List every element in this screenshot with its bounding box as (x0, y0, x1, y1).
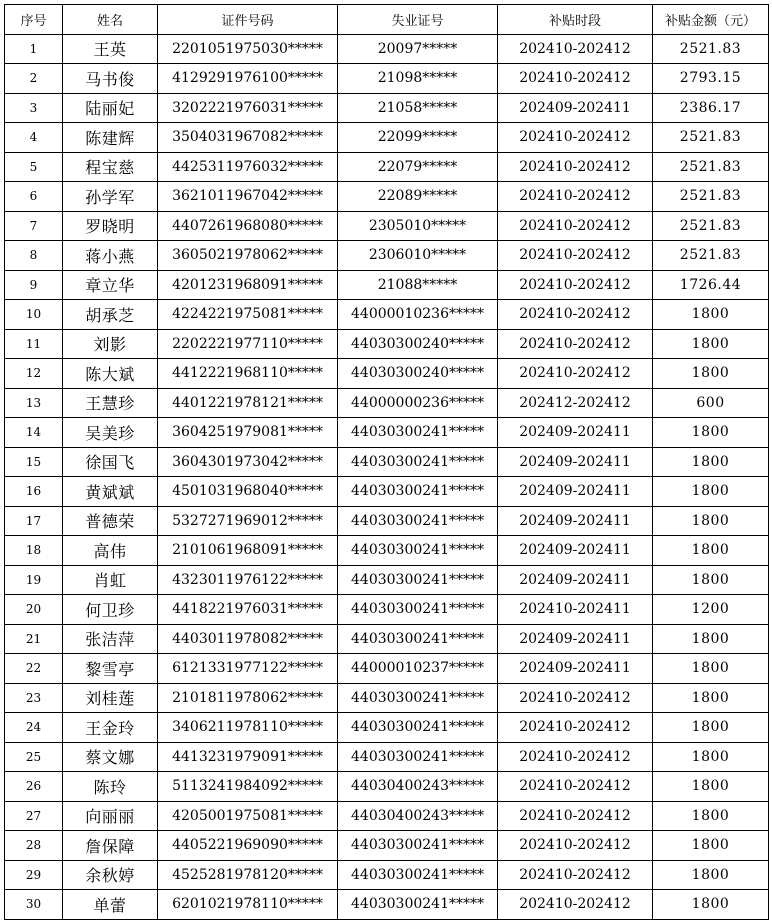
table-row (5, 211, 769, 241)
row-index: 10 (5, 300, 63, 330)
id-number: 3202221976031***** (158, 93, 338, 123)
unemployment-cert-number: 2306010***** (338, 241, 498, 271)
subsidy-amount: 1800 (653, 624, 769, 654)
person-name: 罗晓明 (63, 211, 158, 241)
id-number: 4403011978082***** (158, 624, 338, 654)
table-row (5, 506, 769, 536)
subsidy-period: 202410-202412 (498, 123, 653, 153)
unemployment-cert-number: 44030300241***** (338, 477, 498, 507)
subsidy-table (4, 4, 769, 920)
table-row (5, 182, 769, 212)
subsidy-amount: 1800 (653, 683, 769, 713)
unemployment-cert-number: 22099***** (338, 123, 498, 153)
id-number: 4425311976032***** (158, 152, 338, 182)
table-row (5, 359, 769, 389)
table-row (5, 93, 769, 123)
subsidy-amount: 1800 (653, 418, 769, 448)
table-row (5, 329, 769, 359)
person-name: 胡承芝 (63, 300, 158, 330)
person-name: 余秋婷 (63, 860, 158, 890)
row-index: 2 (5, 64, 63, 94)
person-name: 陆丽妃 (63, 93, 158, 123)
id-number: 3504031967082***** (158, 123, 338, 153)
subsidy-amount: 1800 (653, 359, 769, 389)
person-name: 高伟 (63, 536, 158, 566)
table-row (5, 683, 769, 713)
subsidy-period: 202410-202412 (498, 359, 653, 389)
person-name: 何卫珍 (63, 595, 158, 625)
table-header (5, 5, 769, 35)
person-name: 徐国飞 (63, 447, 158, 477)
row-index: 21 (5, 624, 63, 654)
person-name: 刘影 (63, 329, 158, 359)
id-number: 5327271969012***** (158, 506, 338, 536)
table-row (5, 152, 769, 182)
unemployment-cert-number: 44030300241***** (338, 683, 498, 713)
subsidy-period: 202409-202411 (498, 447, 653, 477)
unemployment-cert-number: 44030300241***** (338, 595, 498, 625)
row-index: 8 (5, 241, 63, 271)
unemployment-cert-number: 44030300241***** (338, 536, 498, 566)
row-index: 4 (5, 123, 63, 153)
unemployment-cert-number: 44000010237***** (338, 654, 498, 684)
subsidy-period: 202409-202411 (498, 418, 653, 448)
subsidy-amount: 2521.83 (653, 34, 769, 64)
id-number: 4224221975081***** (158, 300, 338, 330)
unemployment-cert-number: 22079***** (338, 152, 498, 182)
row-index: 23 (5, 683, 63, 713)
subsidy-period: 202409-202411 (498, 654, 653, 684)
row-index: 5 (5, 152, 63, 182)
table-row (5, 624, 769, 654)
id-number: 3604251979081***** (158, 418, 338, 448)
table-row (5, 536, 769, 566)
id-number: 4129291976100***** (158, 64, 338, 94)
table-row (5, 801, 769, 831)
table-row (5, 742, 769, 772)
person-name: 蔡文娜 (63, 742, 158, 772)
subsidy-amount: 1800 (653, 329, 769, 359)
subsidy-period: 202409-202411 (498, 624, 653, 654)
table-row (5, 477, 769, 507)
subsidy-amount: 2521.83 (653, 182, 769, 212)
subsidy-amount: 1800 (653, 506, 769, 536)
id-number: 4205001975081***** (158, 801, 338, 831)
row-index: 29 (5, 860, 63, 890)
id-number: 2101061968091***** (158, 536, 338, 566)
unemployment-cert-number: 44030300241***** (338, 742, 498, 772)
header-subsidy-period: 补贴时段 (498, 5, 653, 35)
subsidy-amount: 2521.83 (653, 211, 769, 241)
subsidy-period: 202409-202411 (498, 536, 653, 566)
person-name: 普德荣 (63, 506, 158, 536)
row-index: 13 (5, 388, 63, 418)
subsidy-period: 202410-202412 (498, 860, 653, 890)
row-index: 15 (5, 447, 63, 477)
subsidy-amount: 1800 (653, 300, 769, 330)
unemployment-cert-number: 44030300241***** (338, 624, 498, 654)
subsidy-period: 202410-202412 (498, 831, 653, 861)
row-index: 7 (5, 211, 63, 241)
person-name: 陈大斌 (63, 359, 158, 389)
table-row (5, 772, 769, 802)
subsidy-period: 202410-202412 (498, 270, 653, 300)
table-row (5, 34, 769, 64)
table-row (5, 300, 769, 330)
person-name: 吴美珍 (63, 418, 158, 448)
subsidy-amount: 1800 (653, 742, 769, 772)
person-name: 王慧珍 (63, 388, 158, 418)
id-number: 4501031968040***** (158, 477, 338, 507)
header-id-number: 证件号码 (158, 5, 338, 35)
row-index: 30 (5, 890, 63, 920)
unemployment-cert-number: 44030300240***** (338, 329, 498, 359)
subsidy-period: 202410-202412 (498, 890, 653, 920)
unemployment-cert-number: 21088***** (338, 270, 498, 300)
person-name: 向丽丽 (63, 801, 158, 831)
id-number: 4525281978120***** (158, 860, 338, 890)
subsidy-period: 202410-202412 (498, 300, 653, 330)
subsidy-amount: 1726.44 (653, 270, 769, 300)
subsidy-period: 202410-202412 (498, 182, 653, 212)
row-index: 26 (5, 772, 63, 802)
unemployment-cert-number: 44030400243***** (338, 801, 498, 831)
table-row (5, 860, 769, 890)
subsidy-period: 202410-202412 (498, 152, 653, 182)
subsidy-period: 202410-202412 (498, 34, 653, 64)
subsidy-amount: 1800 (653, 477, 769, 507)
subsidy-period: 202410-202412 (498, 329, 653, 359)
row-index: 24 (5, 713, 63, 743)
table-row (5, 388, 769, 418)
subsidy-amount: 2521.83 (653, 241, 769, 271)
table-row (5, 241, 769, 271)
unemployment-cert-number: 21058***** (338, 93, 498, 123)
person-name: 蒋小燕 (63, 241, 158, 271)
subsidy-amount: 1800 (653, 772, 769, 802)
unemployment-cert-number: 44000000236***** (338, 388, 498, 418)
person-name: 黎雪亭 (63, 654, 158, 684)
unemployment-cert-number: 44030300241***** (338, 831, 498, 861)
row-index: 9 (5, 270, 63, 300)
person-name: 陈建辉 (63, 123, 158, 153)
row-index: 27 (5, 801, 63, 831)
subsidy-amount: 1800 (653, 447, 769, 477)
table-row (5, 654, 769, 684)
row-index: 1 (5, 34, 63, 64)
row-index: 20 (5, 595, 63, 625)
id-number: 2202221977110***** (158, 329, 338, 359)
table-body (5, 34, 769, 919)
subsidy-amount: 1200 (653, 595, 769, 625)
id-number: 4412221968110***** (158, 359, 338, 389)
row-index: 12 (5, 359, 63, 389)
row-index: 28 (5, 831, 63, 861)
id-number: 4407261968080***** (158, 211, 338, 241)
row-index: 11 (5, 329, 63, 359)
person-name: 章立华 (63, 270, 158, 300)
subsidy-amount: 1800 (653, 565, 769, 595)
person-name: 张洁萍 (63, 624, 158, 654)
header-row (5, 5, 769, 35)
id-number: 4405221969090***** (158, 831, 338, 861)
id-number: 4413231979091***** (158, 742, 338, 772)
unemployment-cert-number: 44030300241***** (338, 713, 498, 743)
header-index: 序号 (5, 5, 63, 35)
subsidy-period: 202410-202412 (498, 801, 653, 831)
id-number: 6201021978110***** (158, 890, 338, 920)
table-row (5, 595, 769, 625)
table-row (5, 270, 769, 300)
id-number: 5113241984092***** (158, 772, 338, 802)
row-index: 6 (5, 182, 63, 212)
id-number: 3406211978110***** (158, 713, 338, 743)
id-number: 3605021978062***** (158, 241, 338, 271)
subsidy-amount: 600 (653, 388, 769, 418)
unemployment-cert-number: 44030300241***** (338, 506, 498, 536)
table-row (5, 565, 769, 595)
person-name: 王英 (63, 34, 158, 64)
subsidy-amount: 1800 (653, 831, 769, 861)
subsidy-period: 202410-202411 (498, 595, 653, 625)
unemployment-cert-number: 20097***** (338, 34, 498, 64)
id-number: 4323011976122***** (158, 565, 338, 595)
person-name: 詹保障 (63, 831, 158, 861)
row-index: 17 (5, 506, 63, 536)
subsidy-period: 202410-202412 (498, 241, 653, 271)
id-number: 2201051975030***** (158, 34, 338, 64)
unemployment-cert-number: 22089***** (338, 182, 498, 212)
person-name: 陈玲 (63, 772, 158, 802)
person-name: 马书俊 (63, 64, 158, 94)
row-index: 16 (5, 477, 63, 507)
table-row (5, 64, 769, 94)
table-row (5, 890, 769, 920)
subsidy-amount: 1800 (653, 860, 769, 890)
unemployment-cert-number: 44000010236***** (338, 300, 498, 330)
subsidy-period: 202409-202411 (498, 565, 653, 595)
subsidy-period: 202410-202412 (498, 772, 653, 802)
unemployment-cert-number: 21098***** (338, 64, 498, 94)
subsidy-amount: 1800 (653, 801, 769, 831)
subsidy-period: 202410-202412 (498, 742, 653, 772)
id-number: 4401221978121***** (158, 388, 338, 418)
table-row (5, 418, 769, 448)
subsidy-amount: 2386.17 (653, 93, 769, 123)
subsidy-period: 202410-202412 (498, 713, 653, 743)
table-row (5, 831, 769, 861)
table-row (5, 713, 769, 743)
id-number: 3604301973042***** (158, 447, 338, 477)
person-name: 单蕾 (63, 890, 158, 920)
id-number: 6121331977122***** (158, 654, 338, 684)
row-index: 25 (5, 742, 63, 772)
unemployment-cert-number: 44030300241***** (338, 860, 498, 890)
subsidy-amount: 2793.15 (653, 64, 769, 94)
person-name: 刘桂莲 (63, 683, 158, 713)
subsidy-period: 202409-202411 (498, 506, 653, 536)
table-row (5, 447, 769, 477)
row-index: 14 (5, 418, 63, 448)
table-row (5, 123, 769, 153)
unemployment-cert-number: 44030300241***** (338, 418, 498, 448)
id-number: 3621011967042***** (158, 182, 338, 212)
subsidy-period: 202409-202411 (498, 93, 653, 123)
subsidy-amount: 1800 (653, 890, 769, 920)
subsidy-amount: 1800 (653, 654, 769, 684)
unemployment-cert-number: 2305010***** (338, 211, 498, 241)
subsidy-period: 202409-202411 (498, 477, 653, 507)
subsidy-amount: 2521.83 (653, 152, 769, 182)
subsidy-amount: 1800 (653, 536, 769, 566)
person-name: 肖虹 (63, 565, 158, 595)
subsidy-amount: 2521.83 (653, 123, 769, 153)
unemployment-cert-number: 44030300240***** (338, 359, 498, 389)
subsidy-period: 202412-202412 (498, 388, 653, 418)
row-index: 3 (5, 93, 63, 123)
unemployment-cert-number: 44030400243***** (338, 772, 498, 802)
row-index: 19 (5, 565, 63, 595)
person-name: 程宝慈 (63, 152, 158, 182)
person-name: 孙学军 (63, 182, 158, 212)
header-subsidy-amount: 补贴金额（元） (653, 5, 769, 35)
unemployment-cert-number: 44030300241***** (338, 890, 498, 920)
subsidy-period: 202410-202412 (498, 211, 653, 241)
person-name: 王金玲 (63, 713, 158, 743)
unemployment-cert-number: 44030300241***** (338, 565, 498, 595)
id-number: 2101811978062***** (158, 683, 338, 713)
row-index: 18 (5, 536, 63, 566)
person-name: 黄斌斌 (63, 477, 158, 507)
id-number: 4201231968091***** (158, 270, 338, 300)
unemployment-cert-number: 44030300241***** (338, 447, 498, 477)
header-name: 姓名 (63, 5, 158, 35)
row-index: 22 (5, 654, 63, 684)
header-unemployment-cert: 失业证号 (338, 5, 498, 35)
subsidy-amount: 1800 (653, 713, 769, 743)
subsidy-period: 202410-202412 (498, 64, 653, 94)
subsidy-period: 202410-202412 (498, 683, 653, 713)
id-number: 4418221976031***** (158, 595, 338, 625)
